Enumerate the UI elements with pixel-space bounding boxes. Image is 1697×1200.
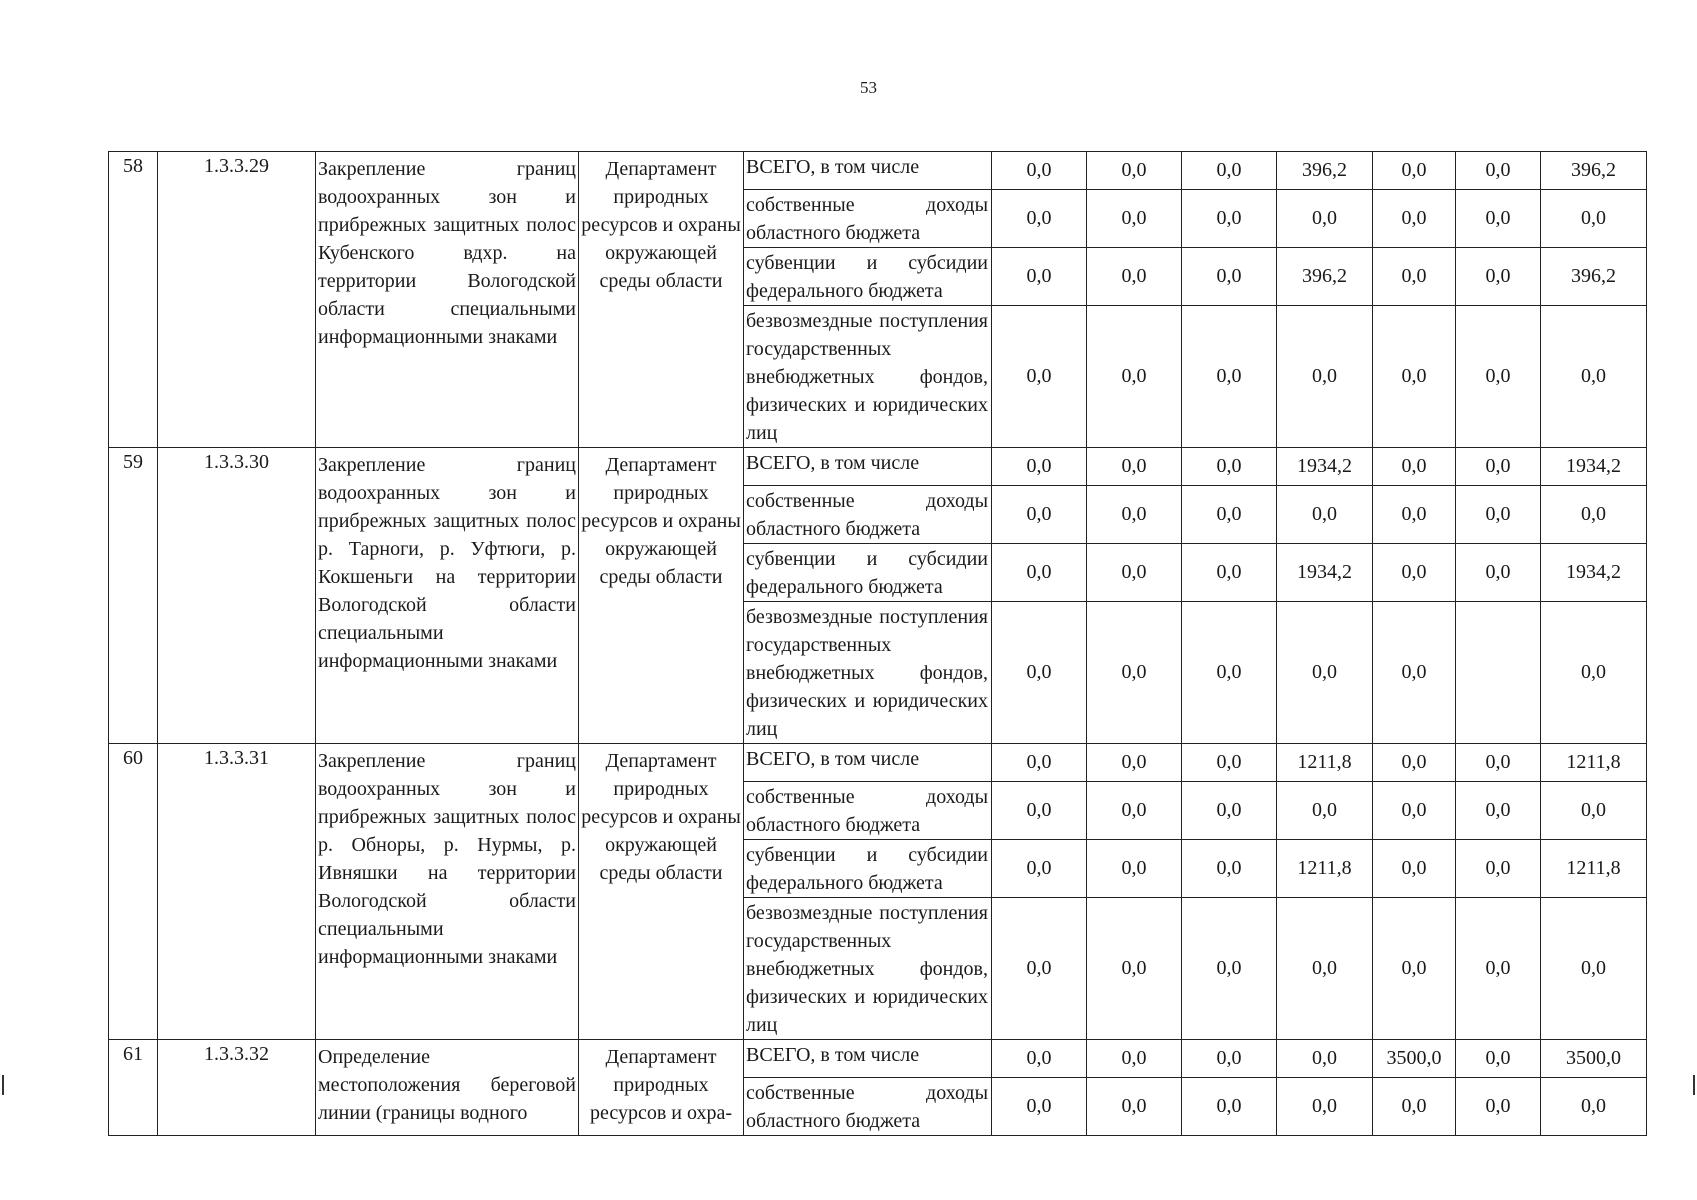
value-cell: 0,0 <box>1373 602 1456 744</box>
value-cell: 0,0 <box>992 898 1087 1040</box>
value-cell: 0,0 <box>1182 486 1277 544</box>
source-label-federal: субвенции и субсидии федерального бюджета <box>744 248 992 306</box>
value-cell: 0,0 <box>1456 190 1541 248</box>
value-cell: 0,0 <box>1373 782 1456 840</box>
activity-name: Закрепление границ водоохранных зон и прибрежных защитных полос Кубенского вдхр. на территории Вологодской области специальными информационными знаками <box>316 152 579 448</box>
value-cell: 0,0 <box>1373 840 1456 898</box>
value-cell: 0,0 <box>1541 306 1647 448</box>
value-cell: 0,0 <box>1456 152 1541 190</box>
value-cell: 0,0 <box>1456 248 1541 306</box>
value-cell: 0,0 <box>1456 448 1541 486</box>
activity-name: Закрепление границ водоохранных зон и прибрежных защитных полос р. Тарноги, р. Уфтюги, р. Кокшеньги на территории Вологодской области специальными информационными знаками <box>316 448 579 744</box>
value-cell: 0,0 <box>992 602 1087 744</box>
value-cell: 0,0 <box>1541 190 1647 248</box>
source-label-federal: субвенции и субсидии федерального бюджета <box>744 840 992 898</box>
value-cell: 0,0 <box>1087 602 1182 744</box>
value-cell: 0,0 <box>1373 190 1456 248</box>
source-label-total: ВСЕГО, в том числе <box>744 744 992 782</box>
value-cell: 0,0 <box>1182 744 1277 782</box>
value-cell: 0,0 <box>1087 1078 1182 1136</box>
value-cell: 0,0 <box>1182 306 1277 448</box>
value-cell: 0,0 <box>992 1078 1087 1136</box>
value-cell: 0,0 <box>1456 544 1541 602</box>
value-cell: 0,0 <box>1456 1040 1541 1078</box>
value-cell: 0,0 <box>1277 1040 1373 1078</box>
scan-mark-left <box>2 1075 4 1095</box>
source-label-regional: собственные доходы областного бюджета <box>744 486 992 544</box>
value-cell: 0,0 <box>1373 152 1456 190</box>
budget-table <box>108 151 1647 1136</box>
row-code: 1.3.3.31 <box>158 744 316 1040</box>
value-cell: 0,0 <box>1087 190 1182 248</box>
table-row <box>109 744 1647 782</box>
value-cell: 0,0 <box>992 306 1087 448</box>
value-cell: 0,0 <box>1182 1078 1277 1136</box>
value-cell: 0,0 <box>1373 448 1456 486</box>
value-cell: 0,0 <box>1456 1078 1541 1136</box>
value-cell: 0,0 <box>992 486 1087 544</box>
value-cell: 0,0 <box>1277 306 1373 448</box>
value-cell: 0,0 <box>1182 190 1277 248</box>
value-cell: 0,0 <box>1087 486 1182 544</box>
row-code: 1.3.3.32 <box>158 1040 316 1136</box>
value-cell: 1211,8 <box>1541 840 1647 898</box>
value-cell: 0,0 <box>1277 486 1373 544</box>
executor: Департамент природных ресурсов и охраны окружающей среды области <box>579 744 744 1040</box>
source-label-regional: собственные доходы областного бюджета <box>744 782 992 840</box>
value-cell: 0,0 <box>992 782 1087 840</box>
source-label-federal: субвенции и субсидии федерального бюджета <box>744 544 992 602</box>
value-cell: 0,0 <box>1456 306 1541 448</box>
value-cell: 0,0 <box>1456 744 1541 782</box>
value-cell: 0,0 <box>1087 152 1182 190</box>
value-cell: 0,0 <box>1182 1040 1277 1078</box>
value-cell: 0,0 <box>1541 486 1647 544</box>
value-cell: 0,0 <box>992 448 1087 486</box>
value-cell: 396,2 <box>1541 248 1647 306</box>
value-cell: 0,0 <box>992 190 1087 248</box>
value-cell: 0,0 <box>1087 782 1182 840</box>
table-row <box>109 448 1647 486</box>
value-cell: 0,0 <box>1087 306 1182 448</box>
source-label-regional: собственные доходы областного бюджета <box>744 1078 992 1136</box>
executor: Департамент природных ресурсов и охра- <box>579 1040 744 1136</box>
value-cell: 0,0 <box>1456 898 1541 1040</box>
source-label-gratuitous: безвозмездные поступления государственных внебюджетных фондов, физических и юридических лиц <box>744 602 992 744</box>
source-label-gratuitous: безвозмездные поступления государственных внебюджетных фондов, физических и юридических лиц <box>744 898 992 1040</box>
row-code: 1.3.3.29 <box>158 152 316 448</box>
value-cell: 0,0 <box>1087 248 1182 306</box>
row-number: 60 <box>109 744 158 1040</box>
value-cell: 1934,2 <box>1541 448 1647 486</box>
value-cell: 1934,2 <box>1277 448 1373 486</box>
value-cell: 0,0 <box>1182 152 1277 190</box>
value-cell: 1211,8 <box>1541 744 1647 782</box>
value-cell: 0,0 <box>1087 840 1182 898</box>
value-cell: 0,0 <box>1182 840 1277 898</box>
row-number: 58 <box>109 152 158 448</box>
row-number: 61 <box>109 1040 158 1136</box>
value-cell: 0,0 <box>1277 190 1373 248</box>
value-cell: 1934,2 <box>1541 544 1647 602</box>
value-cell: 396,2 <box>1541 152 1647 190</box>
value-cell: 0,0 <box>1373 1078 1456 1136</box>
activity-name: Закрепление границ водоохранных зон и прибрежных защитных полос р. Обноры, р. Нурмы, р. Ивняшки на территории Вологодской области специальными информационными знаками <box>316 744 579 1040</box>
value-cell: 0,0 <box>992 840 1087 898</box>
executor: Департамент природных ресурсов и охраны окружающей среды области <box>579 152 744 448</box>
value-cell: 0,0 <box>1087 1040 1182 1078</box>
value-cell: 0,0 <box>1182 248 1277 306</box>
row-number: 59 <box>109 448 158 744</box>
value-cell <box>1456 602 1541 744</box>
value-cell: 0,0 <box>1541 602 1647 744</box>
value-cell: 0,0 <box>1182 782 1277 840</box>
scan-mark-right <box>1693 1075 1695 1095</box>
activity-name: Определение местоположения береговой линии (границы водного <box>316 1040 579 1136</box>
table-row <box>109 152 1647 190</box>
value-cell: 0,0 <box>1087 544 1182 602</box>
value-cell: 3500,0 <box>1541 1040 1647 1078</box>
executor: Департамент природных ресурсов и охраны окружающей среды области <box>579 448 744 744</box>
value-cell: 0,0 <box>1182 544 1277 602</box>
value-cell: 0,0 <box>1373 544 1456 602</box>
value-cell: 0,0 <box>1541 782 1647 840</box>
source-label-regional: собственные доходы областного бюджета <box>744 190 992 248</box>
value-cell: 0,0 <box>1541 898 1647 1040</box>
value-cell: 1211,8 <box>1277 744 1373 782</box>
table-row <box>109 1040 1647 1078</box>
value-cell: 0,0 <box>1373 306 1456 448</box>
source-label-total: ВСЕГО, в том числе <box>744 448 992 486</box>
page-number: 53 <box>860 78 877 97</box>
value-cell: 0,0 <box>1541 1078 1647 1136</box>
value-cell: 0,0 <box>992 152 1087 190</box>
value-cell: 0,0 <box>992 544 1087 602</box>
value-cell: 1934,2 <box>1277 544 1373 602</box>
row-code: 1.3.3.30 <box>158 448 316 744</box>
value-cell: 0,0 <box>992 744 1087 782</box>
value-cell: 1211,8 <box>1277 840 1373 898</box>
value-cell: 0,0 <box>1087 448 1182 486</box>
value-cell: 396,2 <box>1277 248 1373 306</box>
value-cell: 0,0 <box>1277 1078 1373 1136</box>
value-cell: 0,0 <box>1277 782 1373 840</box>
value-cell: 396,2 <box>1277 152 1373 190</box>
source-label-total: ВСЕГО, в том числе <box>744 152 992 190</box>
value-cell: 0,0 <box>1087 744 1182 782</box>
value-cell: 0,0 <box>1182 448 1277 486</box>
value-cell: 0,0 <box>1087 898 1182 1040</box>
value-cell: 0,0 <box>1456 840 1541 898</box>
value-cell: 0,0 <box>1182 898 1277 1040</box>
value-cell: 0,0 <box>1373 744 1456 782</box>
source-label-total: ВСЕГО, в том числе <box>744 1040 992 1078</box>
value-cell: 0,0 <box>1373 898 1456 1040</box>
value-cell: 3500,0 <box>1373 1040 1456 1078</box>
value-cell: 0,0 <box>1182 602 1277 744</box>
value-cell: 0,0 <box>1373 486 1456 544</box>
value-cell: 0,0 <box>1277 602 1373 744</box>
value-cell: 0,0 <box>1277 898 1373 1040</box>
source-label-gratuitous: безвозмездные поступления государственных внебюджетных фондов, физических и юридических лиц <box>744 306 992 448</box>
value-cell: 0,0 <box>992 248 1087 306</box>
value-cell: 0,0 <box>1456 782 1541 840</box>
value-cell: 0,0 <box>992 1040 1087 1078</box>
value-cell: 0,0 <box>1373 248 1456 306</box>
value-cell: 0,0 <box>1456 486 1541 544</box>
